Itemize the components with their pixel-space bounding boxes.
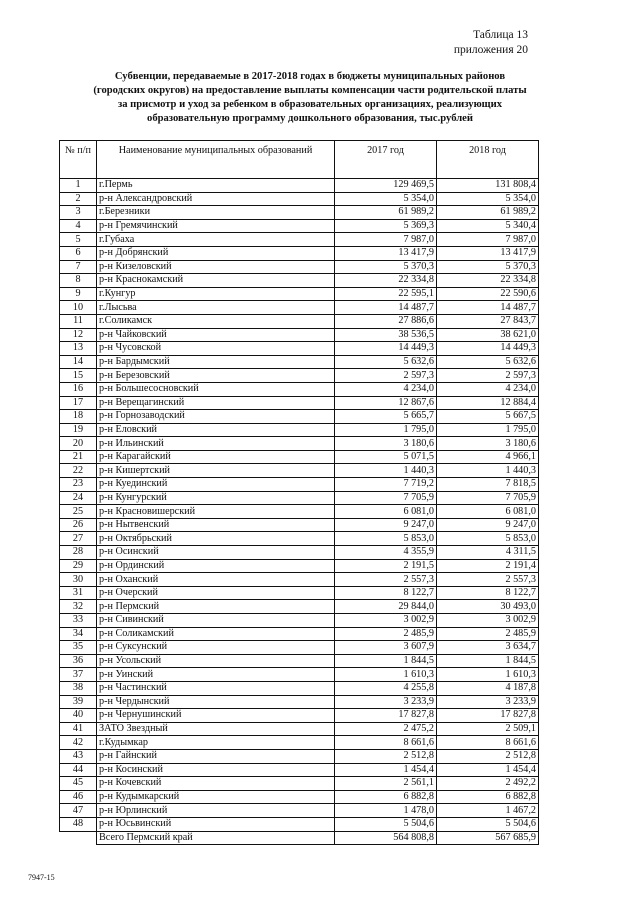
value-2017: 6 081,0 <box>335 505 437 519</box>
table-row <box>60 260 539 274</box>
row-number: 9 <box>60 287 97 301</box>
value-2018: 4 187,8 <box>437 681 539 695</box>
municipality-name: р-н Усольский <box>97 654 335 668</box>
row-number: 34 <box>60 627 97 641</box>
municipality-name: р-н Сивинский <box>97 614 335 628</box>
header-2018: 2018 год <box>437 141 539 179</box>
row-number: 44 <box>60 763 97 777</box>
value-2017: 22 334,8 <box>335 274 437 288</box>
value-2018: 5 340,4 <box>437 219 539 233</box>
row-number: 43 <box>60 749 97 763</box>
document-title <box>70 70 550 126</box>
subsidies-table <box>59 140 539 845</box>
table-row <box>60 627 539 641</box>
value-2017: 5 632,6 <box>335 355 437 369</box>
municipality-name: г.Кудымкар <box>97 736 335 750</box>
row-number: 1 <box>60 179 97 193</box>
table-row <box>60 736 539 750</box>
value-2018: 5 853,0 <box>437 532 539 546</box>
row-number: 13 <box>60 342 97 356</box>
municipality-name: г.Кунгур <box>97 287 335 301</box>
value-2018: 7 705,9 <box>437 491 539 505</box>
document-header <box>454 28 528 58</box>
row-number: 14 <box>60 355 97 369</box>
value-2017: 8 661,6 <box>335 736 437 750</box>
value-2017: 22 595,1 <box>335 287 437 301</box>
value-2017: 61 989,2 <box>335 206 437 220</box>
row-number: 46 <box>60 790 97 804</box>
row-number: 30 <box>60 573 97 587</box>
value-2018: 38 621,0 <box>437 328 539 342</box>
value-2018: 12 884,4 <box>437 396 539 410</box>
value-2018: 5 504,6 <box>437 817 539 831</box>
row-number: 5 <box>60 233 97 247</box>
municipality-name: р-н Кунгурский <box>97 491 335 505</box>
row-number: 20 <box>60 437 97 451</box>
value-2017: 7 719,2 <box>335 478 437 492</box>
value-2018: 2 597,3 <box>437 369 539 383</box>
municipality-name: ЗАТО Звездный <box>97 722 335 736</box>
row-number: 48 <box>60 817 97 831</box>
value-2017: 5 354,0 <box>335 192 437 206</box>
table-row <box>60 518 539 532</box>
row-number: 45 <box>60 777 97 791</box>
municipality-name: р-н Пермский <box>97 600 335 614</box>
table-row <box>60 342 539 356</box>
row-number: 27 <box>60 532 97 546</box>
table-row <box>60 314 539 328</box>
value-2018: 22 590,6 <box>437 287 539 301</box>
value-2018: 61 989,2 <box>437 206 539 220</box>
row-number: 17 <box>60 396 97 410</box>
value-2018: 17 827,8 <box>437 709 539 723</box>
header-2017: 2017 год <box>335 141 437 179</box>
municipality-name: р-н Александровский <box>97 192 335 206</box>
row-number: 12 <box>60 328 97 342</box>
table-row <box>60 641 539 655</box>
table-row <box>60 709 539 723</box>
value-2018: 3 180,6 <box>437 437 539 451</box>
value-2017: 6 882,8 <box>335 790 437 804</box>
value-2017: 38 536,5 <box>335 328 437 342</box>
value-2017: 4 234,0 <box>335 382 437 396</box>
title-line: образовательную программу дошкольного образования, тыс.рублей <box>147 113 473 124</box>
table-row <box>60 233 539 247</box>
table-row <box>60 478 539 492</box>
value-2018: 4 234,0 <box>437 382 539 396</box>
value-2018: 2 191,4 <box>437 559 539 573</box>
table-row <box>60 532 539 546</box>
header-name: Наименование муниципальных образований <box>97 141 335 179</box>
value-2018: 30 493,0 <box>437 600 539 614</box>
table-number-label: Таблица 13 <box>473 29 528 41</box>
row-number: 15 <box>60 369 97 383</box>
row-number: 4 <box>60 219 97 233</box>
table-row <box>60 681 539 695</box>
total-no-cell <box>60 831 97 845</box>
value-2018: 131 808,4 <box>437 179 539 193</box>
value-2017: 1 610,3 <box>335 668 437 682</box>
value-2017: 2 597,3 <box>335 369 437 383</box>
row-number: 47 <box>60 804 97 818</box>
table-row <box>60 695 539 709</box>
value-2018: 2 509,1 <box>437 722 539 736</box>
value-2018: 4 311,5 <box>437 546 539 560</box>
row-number: 42 <box>60 736 97 750</box>
table-row <box>60 396 539 410</box>
municipality-name: р-н Куединский <box>97 478 335 492</box>
value-2017: 1 795,0 <box>335 423 437 437</box>
value-2018: 9 247,0 <box>437 518 539 532</box>
row-number: 37 <box>60 668 97 682</box>
value-2018: 13 417,9 <box>437 246 539 260</box>
value-2018: 6 081,0 <box>437 505 539 519</box>
value-2017: 5 853,0 <box>335 532 437 546</box>
table-row <box>60 437 539 451</box>
municipality-name: р-н Большесосновский <box>97 382 335 396</box>
value-2018: 2 492,2 <box>437 777 539 791</box>
municipality-name: р-н Чусовской <box>97 342 335 356</box>
municipality-name: р-н Соликамский <box>97 627 335 641</box>
row-number: 33 <box>60 614 97 628</box>
municipality-name: р-н Краснокамский <box>97 274 335 288</box>
value-2018: 1 467,2 <box>437 804 539 818</box>
value-2017: 5 071,5 <box>335 450 437 464</box>
municipality-name: р-н Октябрьский <box>97 532 335 546</box>
value-2018: 14 449,3 <box>437 342 539 356</box>
value-2017: 5 369,3 <box>335 219 437 233</box>
municipality-name: р-н Еловский <box>97 423 335 437</box>
table-row <box>60 423 539 437</box>
municipality-name: р-н Карагайский <box>97 450 335 464</box>
value-2017: 4 255,8 <box>335 681 437 695</box>
table-row <box>60 246 539 260</box>
row-number: 39 <box>60 695 97 709</box>
municipality-name: р-н Чердынский <box>97 695 335 709</box>
title-line: за присмотр и уход за ребенком в образовательных организациях, реализующих <box>117 99 503 110</box>
value-2017: 29 844,0 <box>335 600 437 614</box>
value-2017: 7 705,9 <box>335 491 437 505</box>
value-2017: 129 469,5 <box>335 179 437 193</box>
value-2018: 1 454,4 <box>437 763 539 777</box>
municipality-name: г.Соликамск <box>97 314 335 328</box>
total-2018: 567 685,9 <box>437 831 539 845</box>
value-2017: 1 440,3 <box>335 464 437 478</box>
value-2018: 1 844,5 <box>437 654 539 668</box>
municipality-name: р-н Нытвенский <box>97 518 335 532</box>
table-row <box>60 491 539 505</box>
row-number: 8 <box>60 274 97 288</box>
value-2017: 2 561,1 <box>335 777 437 791</box>
municipality-name: р-н Осинский <box>97 546 335 560</box>
municipality-name: р-н Кизеловский <box>97 260 335 274</box>
row-number: 18 <box>60 410 97 424</box>
table-row <box>60 804 539 818</box>
table-row <box>60 450 539 464</box>
value-2017: 14 449,3 <box>335 342 437 356</box>
value-2017: 17 827,8 <box>335 709 437 723</box>
table-body <box>60 179 539 832</box>
table-row <box>60 369 539 383</box>
value-2018: 3 233,9 <box>437 695 539 709</box>
value-2017: 27 886,6 <box>335 314 437 328</box>
municipality-name: р-н Красновишерский <box>97 505 335 519</box>
table-row <box>60 179 539 193</box>
municipality-name: р-н Суксунский <box>97 641 335 655</box>
row-number: 23 <box>60 478 97 492</box>
municipality-name: р-н Юсьвинский <box>97 817 335 831</box>
row-number: 19 <box>60 423 97 437</box>
table-row <box>60 586 539 600</box>
row-number: 16 <box>60 382 97 396</box>
table-row <box>60 722 539 736</box>
row-number: 32 <box>60 600 97 614</box>
total-row <box>60 831 539 845</box>
value-2018: 2 557,3 <box>437 573 539 587</box>
value-2018: 2 485,9 <box>437 627 539 641</box>
value-2017: 3 002,9 <box>335 614 437 628</box>
municipality-name: р-н Горнозаводский <box>97 410 335 424</box>
row-number: 38 <box>60 681 97 695</box>
row-number: 41 <box>60 722 97 736</box>
table-row <box>60 546 539 560</box>
value-2018: 1 440,3 <box>437 464 539 478</box>
value-2017: 4 355,9 <box>335 546 437 560</box>
municipality-name: р-н Чернушинский <box>97 709 335 723</box>
table-row <box>60 301 539 315</box>
value-2018: 5 632,6 <box>437 355 539 369</box>
row-number: 24 <box>60 491 97 505</box>
municipality-name: р-н Гайнский <box>97 749 335 763</box>
value-2018: 6 882,8 <box>437 790 539 804</box>
value-2018: 3 002,9 <box>437 614 539 628</box>
municipality-name: р-н Ординский <box>97 559 335 573</box>
row-number: 36 <box>60 654 97 668</box>
table-row <box>60 763 539 777</box>
table-row <box>60 668 539 682</box>
row-number: 26 <box>60 518 97 532</box>
total-label: Всего Пермский край <box>97 831 335 845</box>
municipality-name: р-н Чайковский <box>97 328 335 342</box>
value-2017: 2 191,5 <box>335 559 437 573</box>
table-row <box>60 274 539 288</box>
municipality-name: р-н Березовский <box>97 369 335 383</box>
value-2017: 9 247,0 <box>335 518 437 532</box>
municipality-name: г.Пермь <box>97 179 335 193</box>
value-2017: 7 987,0 <box>335 233 437 247</box>
row-number: 7 <box>60 260 97 274</box>
row-number: 35 <box>60 641 97 655</box>
table-row <box>60 328 539 342</box>
table-row <box>60 505 539 519</box>
row-number: 21 <box>60 450 97 464</box>
row-number: 29 <box>60 559 97 573</box>
value-2018: 4 966,1 <box>437 450 539 464</box>
municipality-name: р-н Ильинский <box>97 437 335 451</box>
value-2017: 2 512,8 <box>335 749 437 763</box>
row-number: 25 <box>60 505 97 519</box>
table-row <box>60 817 539 831</box>
municipality-name: р-н Кудымкарский <box>97 790 335 804</box>
municipality-name: р-н Уинский <box>97 668 335 682</box>
municipality-name: г.Березники <box>97 206 335 220</box>
value-2018: 3 634,7 <box>437 641 539 655</box>
value-2018: 7 818,5 <box>437 478 539 492</box>
municipality-name: г.Лысьва <box>97 301 335 315</box>
row-number: 10 <box>60 301 97 315</box>
municipality-name: р-н Кишертский <box>97 464 335 478</box>
value-2017: 12 867,6 <box>335 396 437 410</box>
table-row <box>60 192 539 206</box>
municipality-name: р-н Очерский <box>97 586 335 600</box>
table-row <box>60 355 539 369</box>
value-2017: 8 122,7 <box>335 586 437 600</box>
row-number: 3 <box>60 206 97 220</box>
row-number: 11 <box>60 314 97 328</box>
table-row <box>60 790 539 804</box>
value-2018: 5 370,3 <box>437 260 539 274</box>
municipality-name: р-н Оханский <box>97 573 335 587</box>
table-row <box>60 559 539 573</box>
table-row <box>60 287 539 301</box>
table-row <box>60 614 539 628</box>
table-row <box>60 382 539 396</box>
value-2017: 3 607,9 <box>335 641 437 655</box>
table-row <box>60 219 539 233</box>
row-number: 31 <box>60 586 97 600</box>
value-2017: 2 485,9 <box>335 627 437 641</box>
title-line: (городских округов) на предоставление выплаты компенсации части родительской платы <box>93 85 527 96</box>
value-2018: 8 122,7 <box>437 586 539 600</box>
value-2017: 1 478,0 <box>335 804 437 818</box>
municipality-name: р-н Частинский <box>97 681 335 695</box>
row-number: 40 <box>60 709 97 723</box>
value-2018: 2 512,8 <box>437 749 539 763</box>
municipality-name: р-н Юрлинский <box>97 804 335 818</box>
row-number: 28 <box>60 546 97 560</box>
value-2018: 14 487,7 <box>437 301 539 315</box>
footer-code: 7947-15 <box>28 873 55 882</box>
header-no: № п/п <box>60 141 97 179</box>
value-2018: 5 667,5 <box>437 410 539 424</box>
table-header-row <box>60 141 539 179</box>
appendix-label: приложения 20 <box>453 44 528 56</box>
table-row <box>60 654 539 668</box>
value-2018: 22 334,8 <box>437 274 539 288</box>
municipality-name: р-н Косинский <box>97 763 335 777</box>
value-2018: 27 843,7 <box>437 314 539 328</box>
value-2017: 13 417,9 <box>335 246 437 260</box>
table-row <box>60 777 539 791</box>
row-number: 2 <box>60 192 97 206</box>
total-2017: 564 808,8 <box>335 831 437 845</box>
value-2017: 1 844,5 <box>335 654 437 668</box>
value-2017: 1 454,4 <box>335 763 437 777</box>
value-2017: 2 475,2 <box>335 722 437 736</box>
table-row <box>60 206 539 220</box>
table-row <box>60 600 539 614</box>
table-row <box>60 464 539 478</box>
municipality-name: р-н Кочевский <box>97 777 335 791</box>
value-2018: 1 795,0 <box>437 423 539 437</box>
value-2017: 3 180,6 <box>335 437 437 451</box>
value-2017: 5 370,3 <box>335 260 437 274</box>
municipality-name: р-н Верещагинский <box>97 396 335 410</box>
row-number: 22 <box>60 464 97 478</box>
value-2017: 5 504,6 <box>335 817 437 831</box>
row-number: 6 <box>60 246 97 260</box>
value-2017: 3 233,9 <box>335 695 437 709</box>
value-2017: 2 557,3 <box>335 573 437 587</box>
title-line: Субвенции, передаваемые в 2017-2018 годах в бюджеты муниципальных районов <box>114 71 506 82</box>
municipality-name: р-н Бардымский <box>97 355 335 369</box>
table-row <box>60 749 539 763</box>
value-2018: 1 610,3 <box>437 668 539 682</box>
value-2018: 8 661,6 <box>437 736 539 750</box>
value-2017: 5 665,7 <box>335 410 437 424</box>
value-2018: 7 987,0 <box>437 233 539 247</box>
table-row <box>60 410 539 424</box>
municipality-name: г.Губаха <box>97 233 335 247</box>
table-row <box>60 573 539 587</box>
value-2017: 14 487,7 <box>335 301 437 315</box>
municipality-name: р-н Гремячинский <box>97 219 335 233</box>
value-2018: 5 354,0 <box>437 192 539 206</box>
municipality-name: р-н Добрянский <box>97 246 335 260</box>
